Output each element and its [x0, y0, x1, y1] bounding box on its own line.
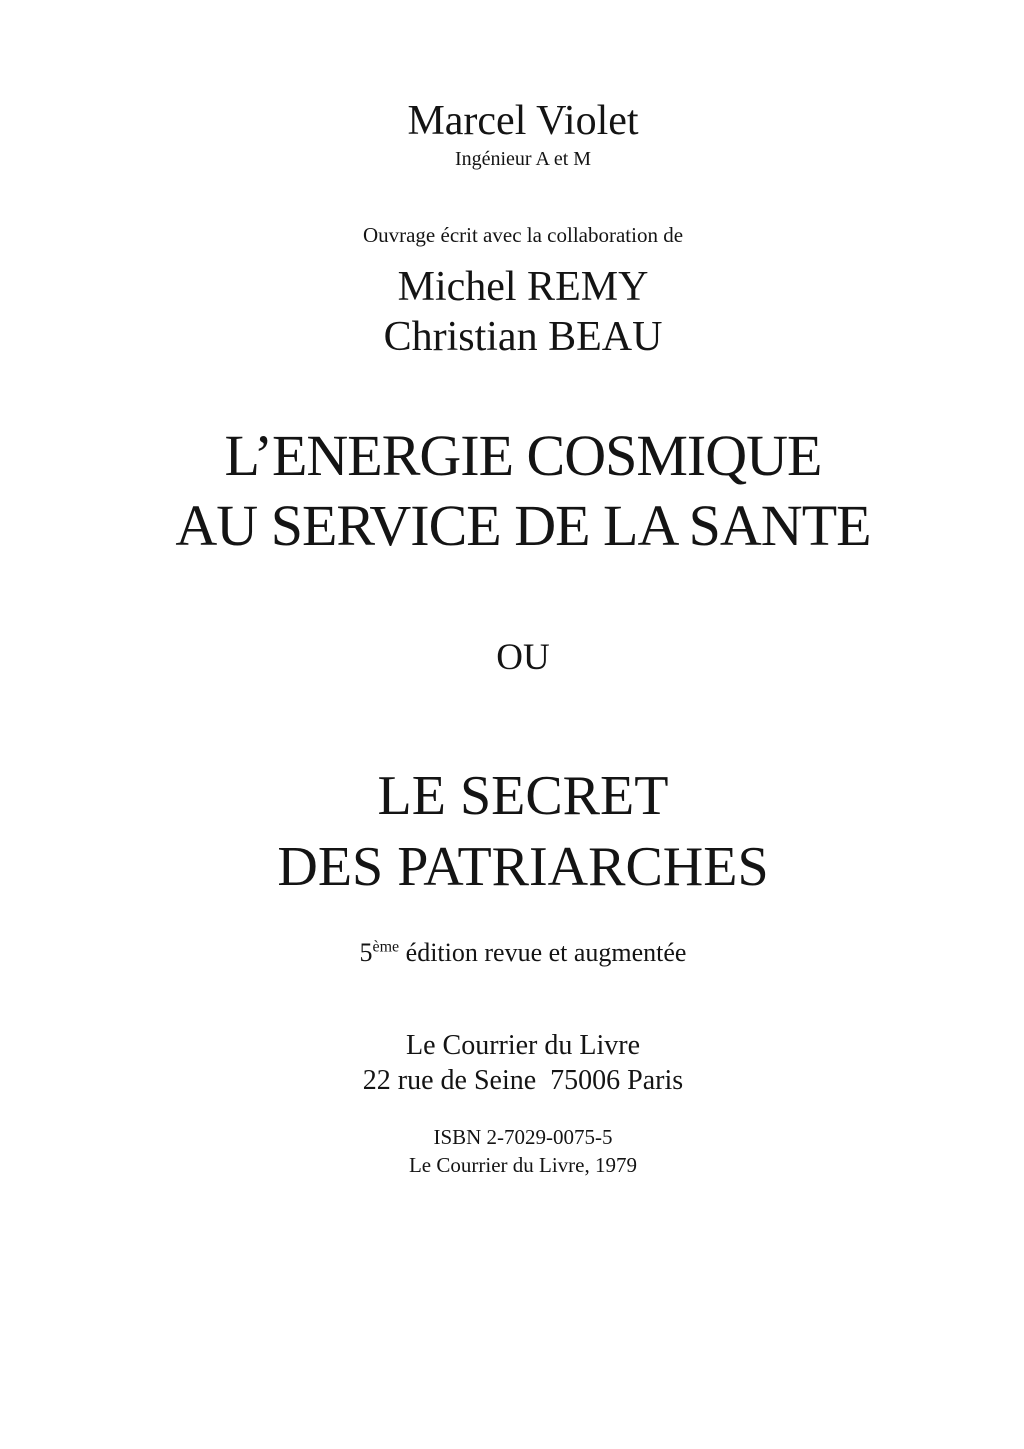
publisher-block [22, 1028, 1024, 1098]
publisher-address: 22 rue de Seine 75006 Paris [362, 1064, 684, 1096]
collaboration-intro: Ouvrage écrit avec la collaboration de [362, 223, 684, 248]
main-title-line-1: L’ENERGIE COSMIQUE [224, 422, 822, 488]
edition-text: édition revue et augmentée [399, 938, 687, 968]
book-subtitle [22, 761, 1024, 904]
copyright-line: Le Courrier du Livre, 1979 [408, 1152, 638, 1177]
main-title-line-2: AU SERVICE DE LA SANTE [175, 493, 871, 559]
edition-ordinal-suffix: ème [372, 938, 400, 956]
edition-note [22, 936, 1024, 970]
isbn-line: ISBN 2-7029-0075-5 [433, 1124, 613, 1149]
collaborator-name-1: Michel REMY [397, 264, 649, 311]
collaborator-names [22, 263, 1024, 362]
author-name: Marcel Violet [407, 98, 639, 144]
title-connector: OU [496, 637, 550, 679]
subtitle-line-1: LE SECRET [377, 764, 669, 827]
title-page-column [22, 0, 1024, 1179]
book-main-title [22, 421, 1024, 563]
subtitle-line-2: DES PATRIARCHES [277, 836, 769, 899]
author-credential: Ingénieur A et M [454, 148, 592, 171]
edition-number: 5 [359, 938, 373, 968]
publisher-name: Le Courrier du Livre [405, 1029, 641, 1061]
collaborator-name-2: Christian BEAU [383, 314, 663, 361]
imprint-block [22, 1124, 1024, 1179]
